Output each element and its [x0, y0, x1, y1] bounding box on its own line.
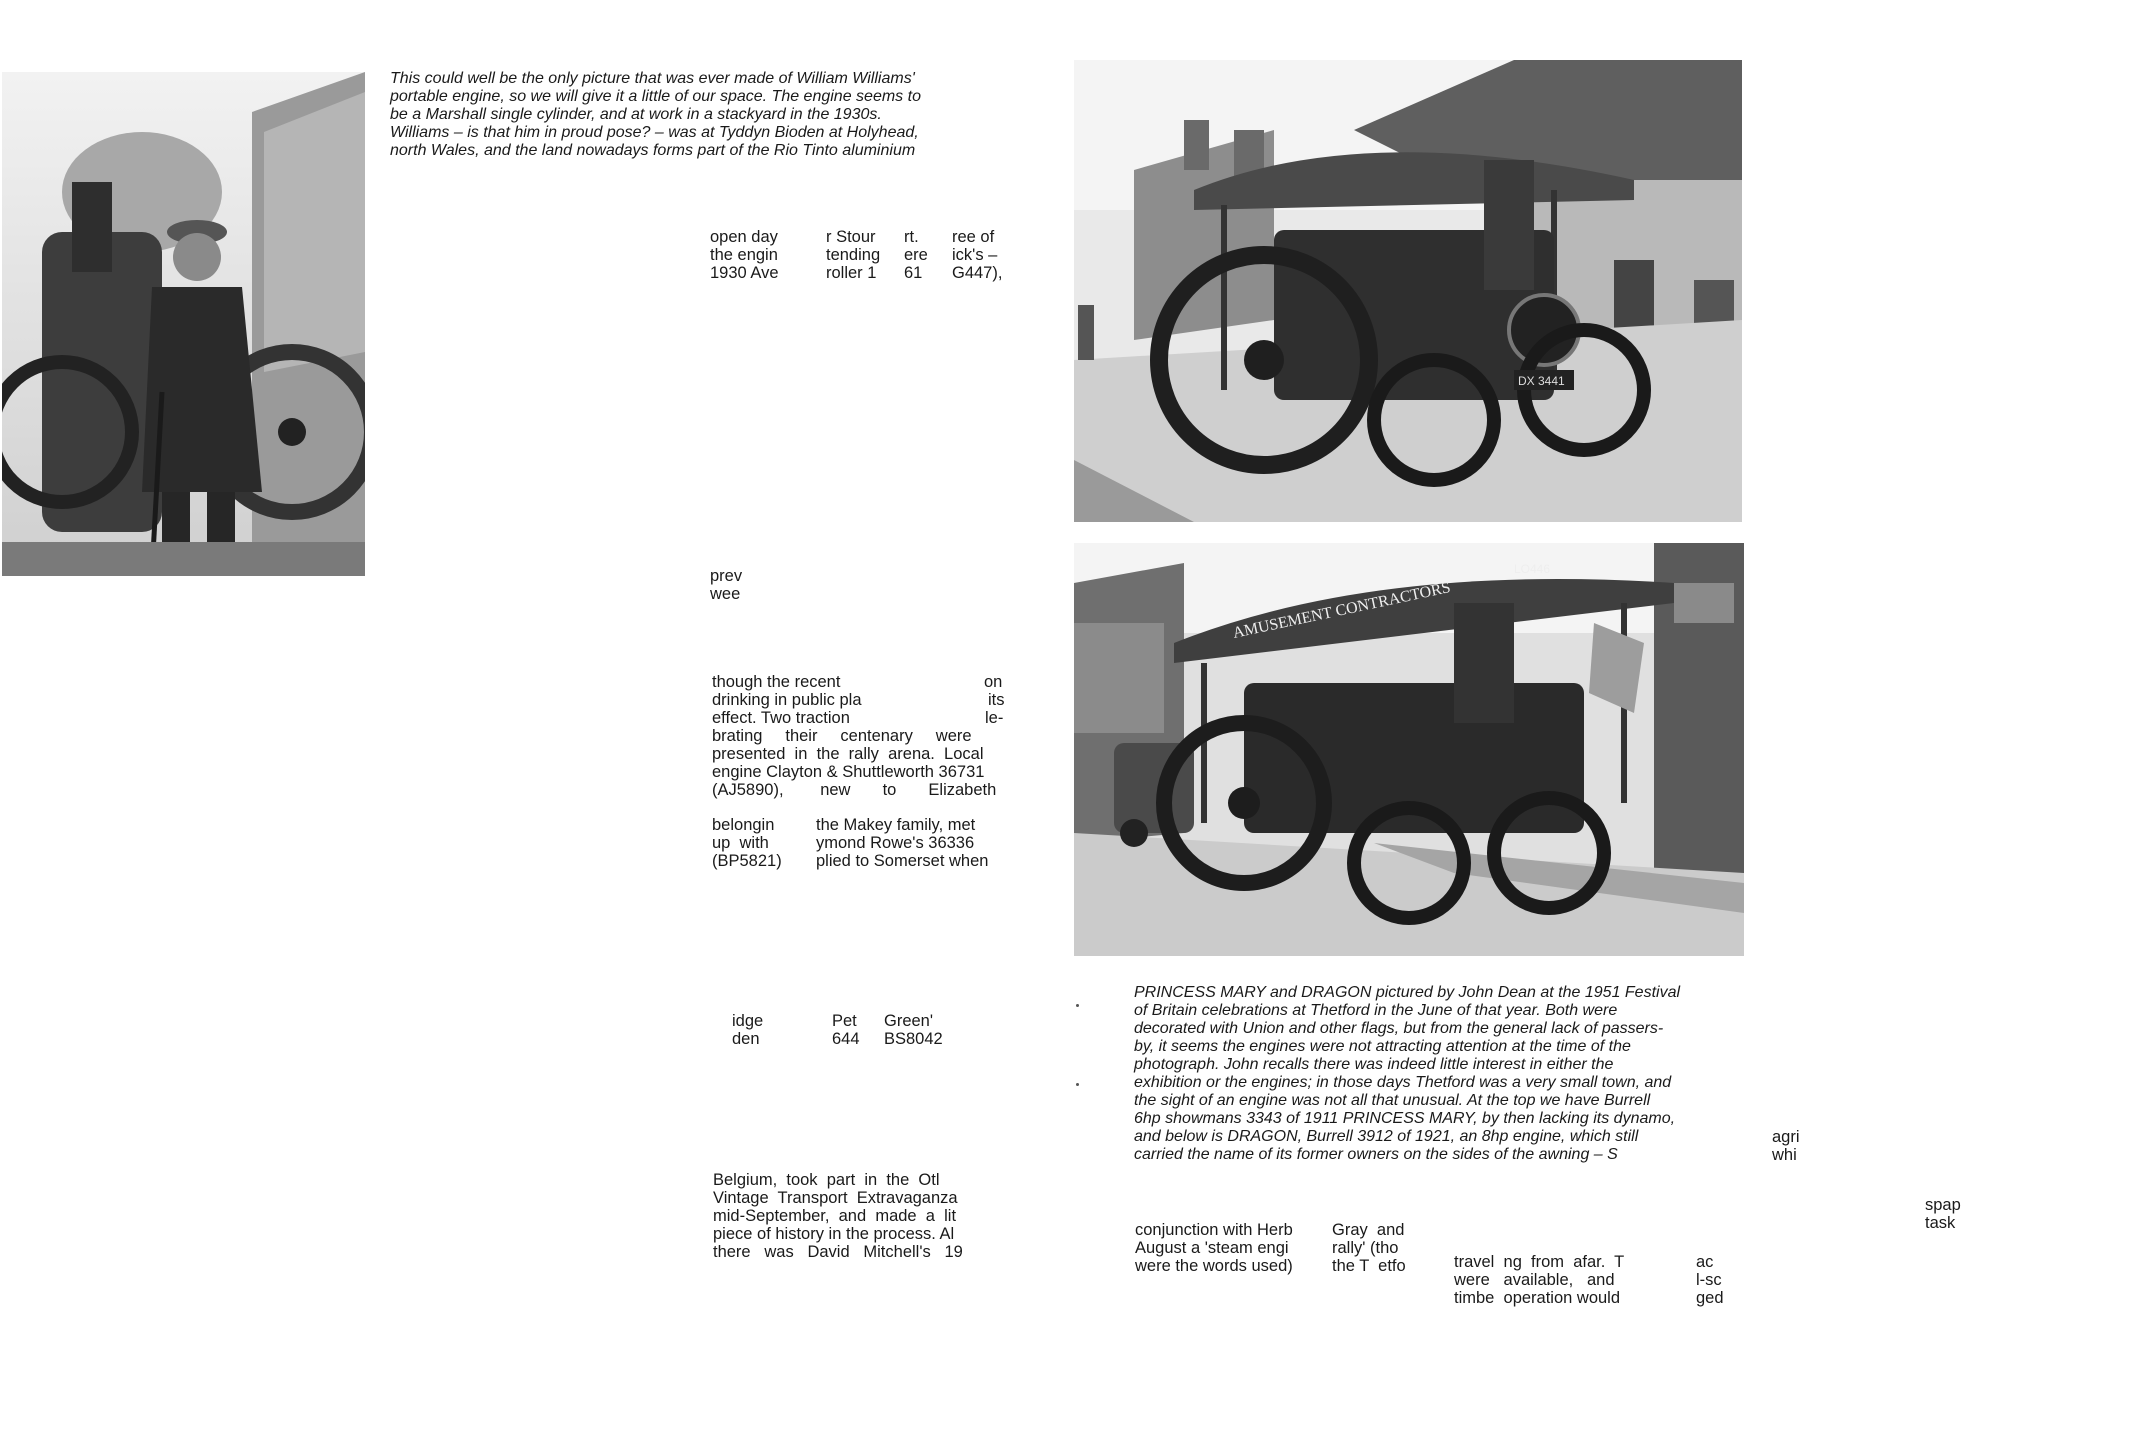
stray-mark	[1076, 1004, 1079, 1007]
text-fragment-9: agri whi	[1772, 1128, 1800, 1164]
dragon-plate: LO446	[1514, 562, 1551, 576]
text-fragment-3d: its	[988, 691, 1005, 709]
text-fragment-5b: Pet 644	[832, 1012, 860, 1048]
portable-engine-caption: This could well be the only picture that was ever made of William Williams' portable engine, so we will give it a little of our space. The engine seems to be a Marshall single cylinder, and at work in a stackyard in the 1930s. Williams – is that him in proud pose? – was at Tyddyn Bioden at Holyhead, north Wales, and the land nowadays forms part of the Rio Tinto aluminium	[390, 70, 921, 159]
text-fragment-1b: r Stour tending roller 1	[826, 228, 881, 282]
text-fragment-6: Belgium, took part in the Otl Vintage Transport Extravaganza mid-September, and made a lit piece of history in the process. Al there was David Mitchell's 19	[713, 1171, 963, 1261]
princess-mary-plate: DX 3441	[1518, 374, 1565, 388]
text-fragment-4b: the Makey family, met ymond Rowe's 36336 plied to Somerset when	[816, 816, 989, 870]
text-fragment-3g: brating their centenary were presented in the rally arena. Local engine Clayton & Shuttleworth 36731 (AJ5890), new to Elizabeth	[712, 727, 997, 799]
stray-mark	[1076, 1083, 1079, 1086]
text-fragment-1a: open day the engin 1930 Ave	[710, 228, 779, 282]
text-fragment-1d: ree of ick's – G447),	[952, 228, 1003, 282]
text-fragment-3e: effect. Two traction	[712, 709, 850, 727]
text-fragment-8a: travel ng from afar. T were available, and timbe operation would	[1454, 1253, 1625, 1307]
text-fragment-1c: rt. ere 61	[904, 228, 928, 282]
text-fragment-3c: drinking in public pla	[712, 691, 862, 709]
text-fragment-7b: Gray and rally' (tho the T etfo	[1332, 1221, 1406, 1275]
text-fragment-3f: le-	[985, 709, 1004, 727]
dragon-awning-text: AMUSEMENT CONTRACTORS	[1231, 579, 1453, 642]
text-fragment-8b: ac l-sc ged	[1696, 1253, 1724, 1307]
text-fragment-3a: though the recent	[712, 673, 841, 691]
text-fragment-3b: on	[984, 673, 1003, 691]
princess-mary-photo	[1074, 60, 1742, 522]
princess-mary-dragon-caption: PRINCESS MARY and DRAGON pictured by John Dean at the 1951 Festival of Britain celebrations at Thetford in the June of that year. Both were decorated with Union and other flags, but from the general lack of passers- by, it seems the engines were not attracting attention at the time of the photograph. John recalls there was indeed little interest in either the exhibition or the engines; in those days Thetford was a very small town, and the sight of an engine was not all that unusual. At the top we have Burrell 6hp showmans 3343 of 1911 PRINCESS MARY, by then lacking its dynamo, and below is DRAGON, Burrell 3912 of 1921, an 8hp engine, which still carried the name of its former owners on the sides of the awning – S	[1134, 984, 1681, 1163]
dragon-photo	[1074, 543, 1744, 956]
text-fragment-2: prev wee	[710, 567, 743, 603]
text-fragment-5c: Green' BS8042	[884, 1012, 943, 1048]
portable-engine-photo	[2, 72, 365, 576]
text-fragment-5a: idge den	[732, 1012, 764, 1048]
text-fragment-7a: conjunction with Herb August a 'steam engi were the words used)	[1135, 1221, 1293, 1275]
text-fragment-10: spap task	[1925, 1196, 1961, 1232]
text-fragment-4a: belongin up with (BP5821)	[712, 816, 782, 870]
